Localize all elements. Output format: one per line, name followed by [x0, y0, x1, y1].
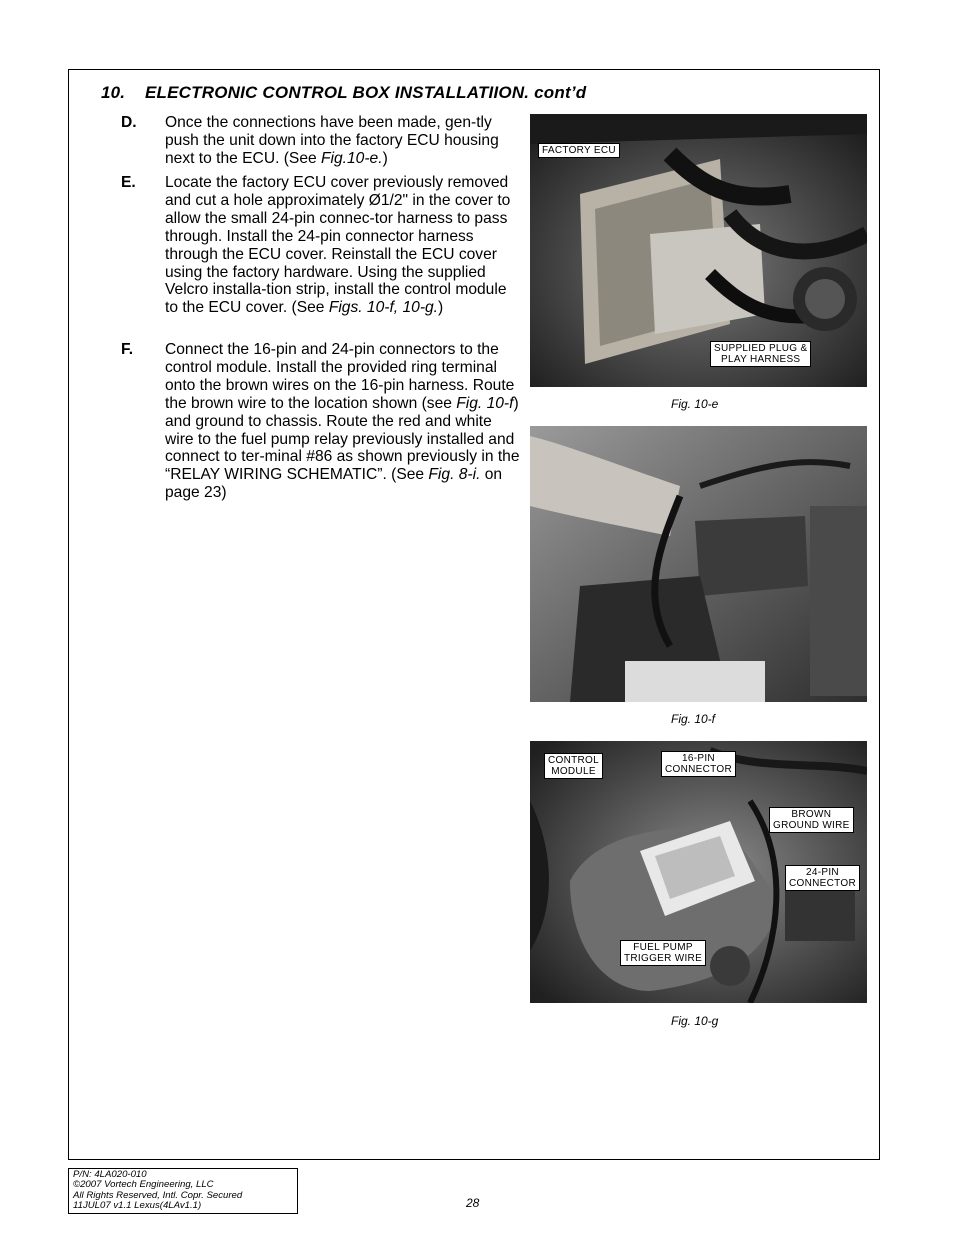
callout-factory-ecu: FACTORY ECU — [538, 143, 620, 158]
callout-brown-ground-wire: BROWN GROUND WIRE — [769, 807, 854, 833]
part-number: P/N: 4LA020-010 — [73, 1169, 147, 1180]
photo-fig-10-g — [530, 741, 867, 1003]
figure-caption: Fig. 10-g — [671, 1014, 719, 1028]
callout-control-module: CONTROL MODULE — [544, 753, 603, 779]
engine-bay-photo — [530, 426, 867, 702]
section-title-text: ELECTRONIC CONTROL BOX INSTALLATIION. cont’d — [145, 83, 587, 102]
step-f — [121, 341, 521, 502]
step-e — [121, 174, 521, 317]
page-number: 28 — [466, 1196, 480, 1210]
step-text: Connect the 16-pin and 24-pin connectors to the control module. Install the provided ring terminal onto the brown wires on the 16-pin harness. Route the brown wire to the location shown (see Fig. 10-f) and ground to chassis. Route the red and white wire to the fuel pump relay previously installed and connect to ter-minal #86 as shown previously in the “RELAY WIRING SCHEMATIC”. (See Fig. 8-i. on page 23) — [165, 341, 520, 502]
figure-caption: Fig. 10-f — [671, 712, 716, 726]
callout-16-pin-connector: 16-PIN CONNECTOR — [661, 751, 736, 777]
callout-fuel-pump-trigger-wire: FUEL PUMP TRIGGER WIRE — [620, 940, 706, 966]
step-letter: F. — [121, 341, 134, 358]
figure-reference: Fig. 10-f — [456, 394, 514, 412]
step-letter: E. — [121, 174, 136, 191]
section-number: 10. — [101, 83, 126, 102]
photo-fig-10-f — [530, 426, 867, 702]
rights: All Rights Reserved, Intl. Copr. Secured — [73, 1189, 243, 1201]
revision: 11JUL07 v1.1 Lexus(4LAv1.1) — [73, 1199, 202, 1211]
step-text: Locate the factory ECU cover previously removed and cut a hole approximately Ø1/2" in the cover to allow the small 24-pin connec-tor harness to pass through. Install the 24-pin connector harness through the ECU cover. Reinstall the ECU cover using the factory hardware. Using the supplied Velcro installa-tion strip, install the control module to the ECU cover. (See Figs. 10-f, 10-g.) — [165, 174, 511, 317]
step-text: Once the connections have been made, gen-tly push the unit down into the factory ECU housing next to the ECU. (See Fig.10-e.) — [165, 114, 499, 167]
figure-reference: Fig.10-e. — [321, 149, 383, 167]
section-title — [101, 83, 586, 103]
step-d — [121, 114, 521, 168]
figure-caption: Fig. 10-e — [671, 397, 719, 411]
figure-reference: Fig. 8-i. — [428, 466, 481, 484]
photo-fig-10-e — [530, 114, 867, 387]
copyright: ©2007 Vortech Engineering, LLC — [73, 1179, 214, 1191]
figure-reference: Figs. 10-f, 10-g. — [328, 299, 439, 317]
callout-24-pin-connector: 24-PIN CONNECTOR — [785, 865, 860, 891]
step-letter: D. — [121, 114, 137, 131]
footer-info-box — [68, 1168, 298, 1214]
callout-plug-play-harness: SUPPLIED PLUG & PLAY HARNESS — [710, 341, 811, 367]
